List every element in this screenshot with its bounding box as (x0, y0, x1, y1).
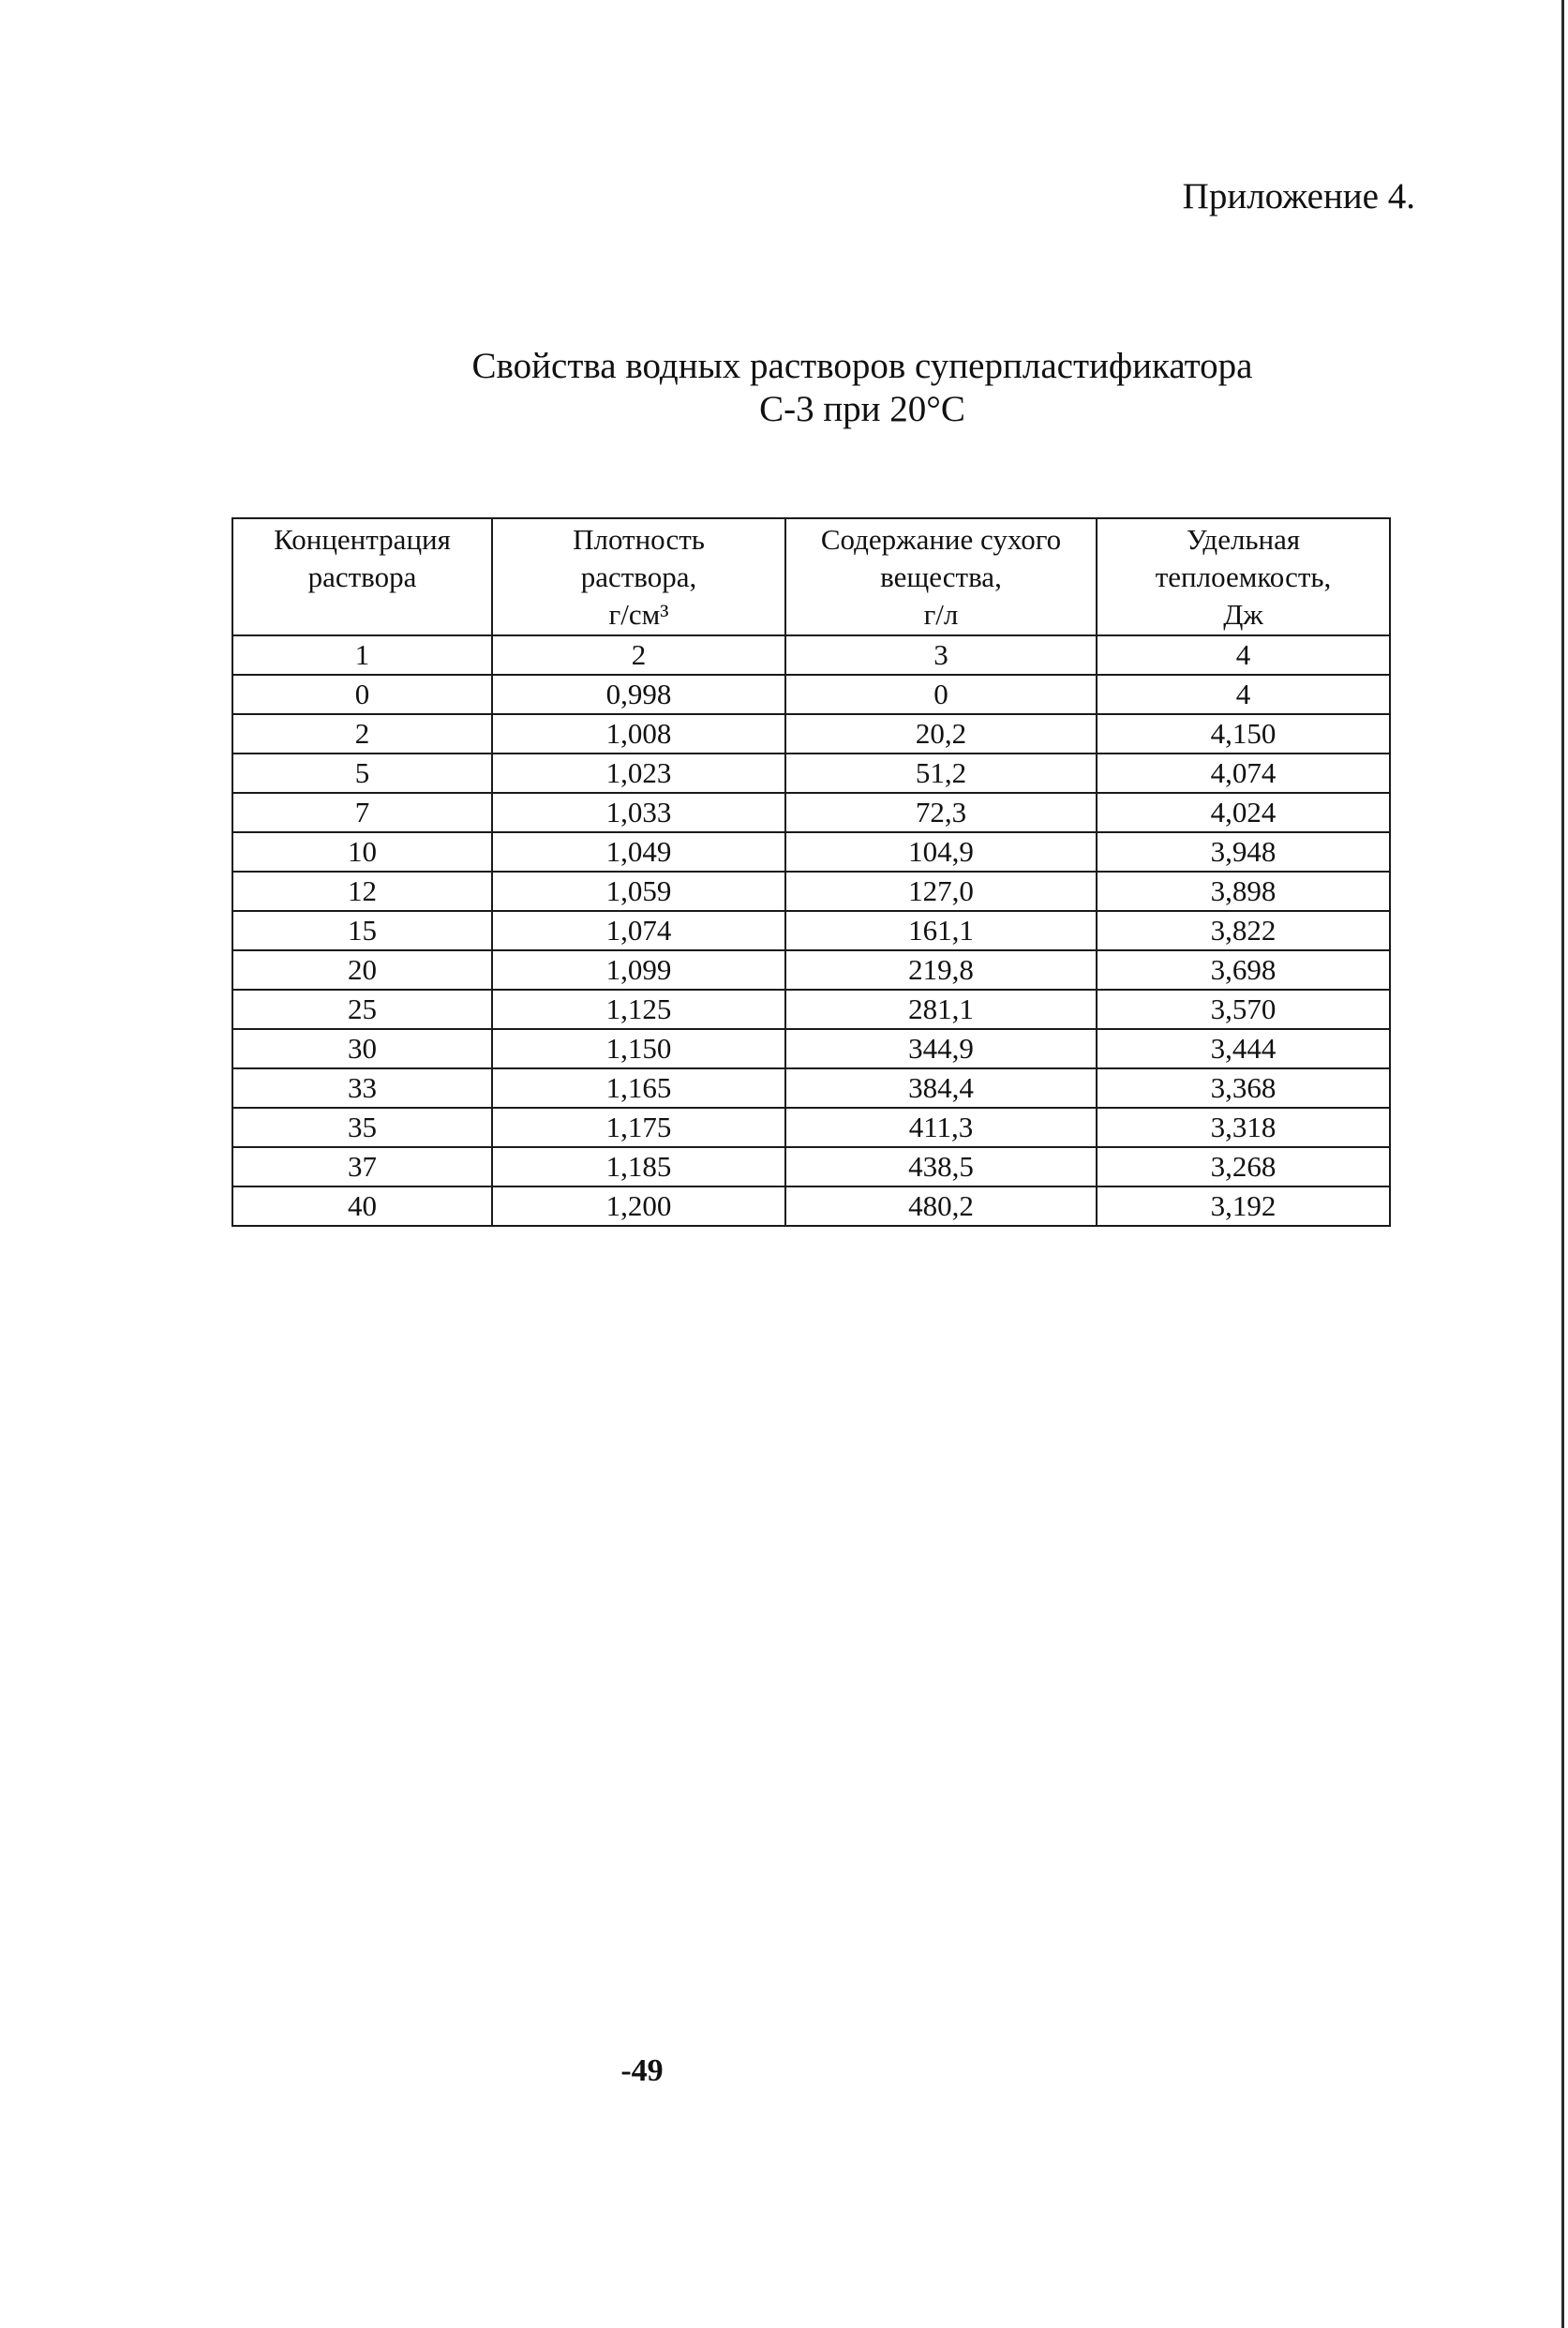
header-row (232, 518, 1390, 635)
cell-concentration: 10 (232, 832, 492, 872)
header-density-line-2: раствора, (580, 560, 697, 593)
cell-heat-capacity: 4 (1097, 635, 1390, 675)
cell-density: 1,200 (492, 1186, 785, 1226)
header-density (492, 518, 785, 635)
cell-density: 1,059 (492, 872, 785, 911)
table-row (232, 990, 1390, 1029)
table-row (232, 1147, 1390, 1186)
cell-dry-matter: 0 (785, 675, 1097, 714)
header-concentration-line-2: раствора (307, 560, 417, 593)
cell-dry-matter: 72,3 (785, 793, 1097, 832)
header-concentration-line-1: Концентрация (274, 523, 451, 556)
cell-concentration: 5 (232, 754, 492, 793)
table-title-line-1: Свойства водных растворов суперпластификатора (471, 346, 1253, 386)
table-title (300, 345, 1425, 431)
cell-heat-capacity: 4,074 (1097, 754, 1390, 793)
cell-density: 2 (492, 635, 785, 675)
header-dry-matter (785, 518, 1097, 635)
table-row (232, 872, 1390, 911)
cell-heat-capacity: 3,318 (1097, 1108, 1390, 1147)
table-row (232, 832, 1390, 872)
table-row (232, 754, 1390, 793)
table-row (232, 1029, 1390, 1068)
cell-concentration: 33 (232, 1068, 492, 1108)
cell-concentration: 35 (232, 1108, 492, 1147)
cell-density: 1,150 (492, 1029, 785, 1068)
cell-concentration: 37 (232, 1147, 492, 1186)
cell-concentration: 2 (232, 714, 492, 754)
cell-heat-capacity: 3,192 (1097, 1186, 1390, 1226)
cell-heat-capacity: 3,368 (1097, 1068, 1390, 1108)
table-title-line-2: С-3 при 20°С (759, 389, 965, 429)
cell-heat-capacity: 3,444 (1097, 1029, 1390, 1068)
cell-density: 1,099 (492, 950, 785, 990)
cell-heat-capacity: 3,898 (1097, 872, 1390, 911)
cell-density: 1,033 (492, 793, 785, 832)
cell-density: 1,074 (492, 911, 785, 950)
table-row (232, 1186, 1390, 1226)
cell-dry-matter: 411,3 (785, 1108, 1097, 1147)
header-heat-capacity-line-3: Дж (1223, 598, 1263, 631)
page-number: -49 (620, 2053, 664, 2088)
page-edge-line (1561, 0, 1564, 2328)
header-density-line-3: г/см³ (608, 598, 669, 631)
cell-dry-matter: 438,5 (785, 1147, 1097, 1186)
cell-density: 1,023 (492, 754, 785, 793)
cell-dry-matter: 127,0 (785, 872, 1097, 911)
header-heat-capacity (1097, 518, 1390, 635)
cell-dry-matter: 344,9 (785, 1029, 1097, 1068)
cell-dry-matter: 51,2 (785, 754, 1097, 793)
cell-density: 0,998 (492, 675, 785, 714)
table-row (232, 635, 1390, 675)
cell-concentration: 0 (232, 675, 492, 714)
cell-concentration: 30 (232, 1029, 492, 1068)
cell-dry-matter: 104,9 (785, 832, 1097, 872)
table-row (232, 950, 1390, 990)
cell-dry-matter: 384,4 (785, 1068, 1097, 1108)
header-dry-matter-line-2: вещества, (880, 560, 1002, 593)
cell-concentration: 12 (232, 872, 492, 911)
table-row (232, 675, 1390, 714)
table-row (232, 1108, 1390, 1147)
cell-heat-capacity: 4,150 (1097, 714, 1390, 754)
cell-dry-matter: 480,2 (785, 1186, 1097, 1226)
cell-concentration: 20 (232, 950, 492, 990)
cell-density: 1,175 (492, 1108, 785, 1147)
header-concentration (232, 518, 492, 635)
cell-dry-matter: 219,8 (785, 950, 1097, 990)
cell-heat-capacity: 4 (1097, 675, 1390, 714)
cell-dry-matter: 3 (785, 635, 1097, 675)
cell-density: 1,125 (492, 990, 785, 1029)
cell-heat-capacity: 3,698 (1097, 950, 1390, 990)
cell-concentration: 15 (232, 911, 492, 950)
cell-dry-matter: 281,1 (785, 990, 1097, 1029)
cell-heat-capacity: 3,822 (1097, 911, 1390, 950)
cell-heat-capacity: 3,570 (1097, 990, 1390, 1029)
properties-table (231, 517, 1391, 1227)
cell-density: 1,008 (492, 714, 785, 754)
header-heat-capacity-line-1: Удельная (1186, 523, 1301, 556)
header-density-line-1: Плотность (573, 523, 705, 556)
cell-dry-matter: 20,2 (785, 714, 1097, 754)
cell-heat-capacity: 4,024 (1097, 793, 1390, 832)
cell-density: 1,049 (492, 832, 785, 872)
cell-heat-capacity: 3,268 (1097, 1147, 1390, 1186)
table-row (232, 1068, 1390, 1108)
header-dry-matter-line-1: Содержание сухого (820, 523, 1062, 556)
header-heat-capacity-line-2: теплоемкость, (1155, 560, 1332, 593)
cell-heat-capacity: 3,948 (1097, 832, 1390, 872)
cell-concentration: 1 (232, 635, 492, 675)
cell-concentration: 40 (232, 1186, 492, 1226)
cell-density: 1,185 (492, 1147, 785, 1186)
table-row (232, 793, 1390, 832)
cell-dry-matter: 161,1 (785, 911, 1097, 950)
cell-concentration: 7 (232, 793, 492, 832)
cell-density: 1,165 (492, 1068, 785, 1108)
cell-concentration: 25 (232, 990, 492, 1029)
header-dry-matter-line-3: г/л (923, 598, 959, 631)
table-row (232, 911, 1390, 950)
table-row (232, 714, 1390, 754)
appendix-label: Приложение 4. (1182, 176, 1415, 216)
